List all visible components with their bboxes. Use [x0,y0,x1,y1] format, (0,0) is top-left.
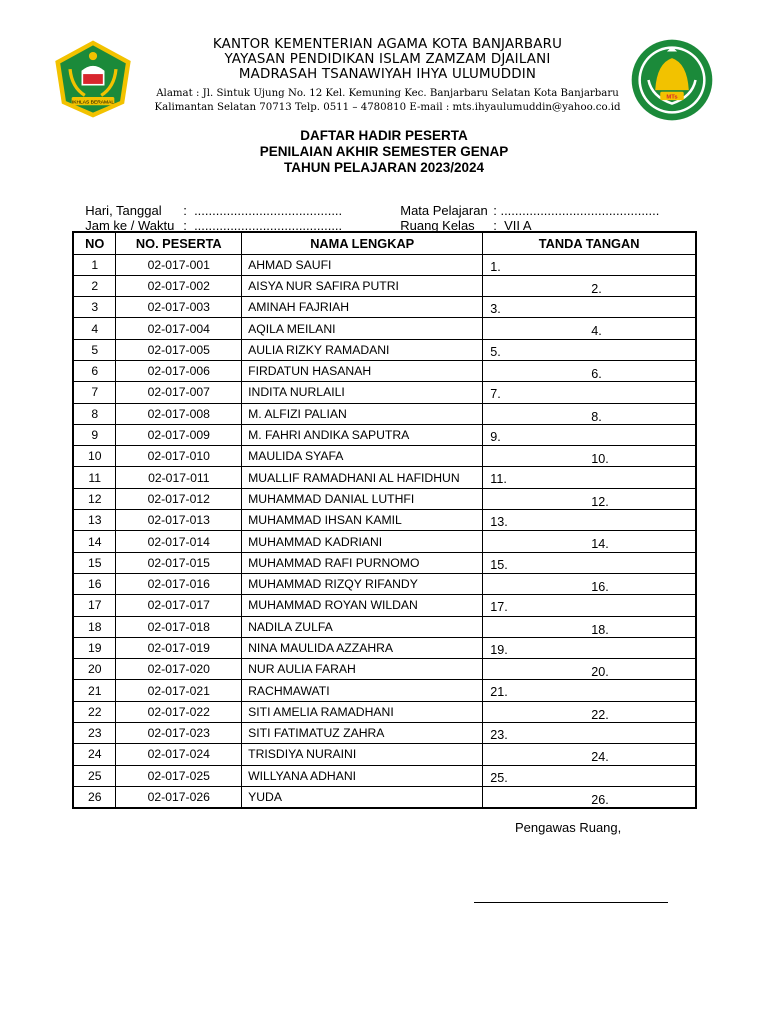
row-number: 25 [73,765,116,786]
row-signature-cell[interactable] [483,403,696,424]
row-signature-cell[interactable] [483,318,696,339]
row-signature-number: 16. [591,579,609,594]
row-signature-number: 1. [490,259,501,274]
row-number: 11 [73,467,116,488]
row-peserta: 02-017-018 [116,616,242,637]
table-row [73,339,696,360]
row-peserta: 02-017-010 [116,446,242,467]
row-signature-cell[interactable] [483,616,696,637]
table-row [73,424,696,445]
row-signature-cell[interactable] [483,552,696,573]
table-row [73,297,696,318]
row-signature-number: 14. [591,537,609,552]
row-nama: FIRDATUN HASANAH [242,360,483,381]
row-peserta: 02-017-004 [116,318,242,339]
table-row [73,595,696,616]
ruang-label: Ruang Kelas [400,218,475,233]
pengawas-label: Pengawas Ruang, [515,820,622,835]
letterhead [140,37,635,115]
jam-label: Jam ke / Waktu [85,218,175,233]
row-number: 2 [73,275,116,296]
row-signature-number: 6. [591,366,602,381]
table-row [73,254,696,275]
letterhead-address-2: Kalimantan Selatan 70713 Telp. 0511 – 4780810 E-mail : mts.ihyaulumuddin@yahoo.co.id [154,102,621,113]
row-signature-cell[interactable] [483,595,696,616]
table-row [73,701,696,722]
row-signature-cell[interactable] [483,573,696,594]
row-signature-cell[interactable] [483,254,696,275]
row-number: 22 [73,701,116,722]
table-row [73,467,696,488]
row-nama: INDITA NURLAILI [242,382,483,403]
row-signature-number: 5. [490,344,501,359]
row-nama: M. ALFIZI PALIAN [242,403,483,424]
row-signature-number: 20. [591,665,609,680]
row-number: 19 [73,637,116,658]
row-signature-number: 15. [490,557,508,572]
row-peserta: 02-017-022 [116,701,242,722]
row-peserta: 02-017-014 [116,531,242,552]
row-peserta: 02-017-015 [116,552,242,573]
table-row [73,786,696,807]
row-number: 21 [73,680,116,701]
row-nama: MAULIDA SYAFA [242,446,483,467]
row-signature-number: 24. [591,750,609,765]
row-signature-cell[interactable] [483,680,696,701]
row-signature-cell[interactable] [483,360,696,381]
row-peserta: 02-017-023 [116,723,242,744]
row-number: 3 [73,297,116,318]
row-signature-cell[interactable] [483,659,696,680]
row-peserta: 02-017-021 [116,680,242,701]
row-nama: RACHMAWATI [242,680,483,701]
table-row [73,573,696,594]
letterhead-foundation: YAYASAN PENDIDIKAN ISLAM ZAMZAM DJAILANI [224,52,551,67]
row-peserta: 02-017-024 [116,744,242,765]
row-number: 20 [73,659,116,680]
row-peserta: 02-017-005 [116,339,242,360]
row-nama: AHMAD SAUFI [242,254,483,275]
row-nama: MUHAMMAD RIZQY RIFANDY [242,573,483,594]
info-jam [78,202,342,234]
table-row [73,360,696,381]
table-row [73,723,696,744]
row-number: 10 [73,446,116,467]
madrasah-logo-icon [630,38,714,122]
row-peserta: 02-017-002 [116,275,242,296]
row-signature-cell[interactable] [483,723,696,744]
row-signature-cell[interactable] [483,446,696,467]
row-nama: MUHAMMAD RAFI PURNOMO [242,552,483,573]
row-signature-number: 9. [490,429,501,444]
table-row [73,531,696,552]
mapel-value: : ............................................ [493,203,660,218]
row-nama: NINA MAULIDA AZZAHRA [242,637,483,658]
row-peserta: 02-017-011 [116,467,242,488]
row-signature-number: 8. [591,409,602,424]
table-row [73,744,696,765]
table-row [73,318,696,339]
info-ruang [393,202,532,234]
row-signature-cell[interactable] [483,744,696,765]
row-nama: NADILA ZULFA [242,616,483,637]
row-nama: TRISDIYA NURAINI [242,744,483,765]
row-peserta: 02-017-025 [116,765,242,786]
row-signature-cell[interactable] [483,339,696,360]
row-signature-cell[interactable] [483,488,696,509]
table-row [73,765,696,786]
row-signature-cell[interactable] [483,297,696,318]
row-number: 6 [73,360,116,381]
signature-line [474,902,668,903]
table-row [73,403,696,424]
table-row [73,637,696,658]
table-row [73,552,696,573]
row-signature-cell[interactable] [483,275,696,296]
row-nama: MUHAMMAD KADRIANI [242,531,483,552]
row-nama: M. FAHRI ANDIKA SAPUTRA [242,424,483,445]
row-number: 7 [73,382,116,403]
row-signature-number: 19. [490,642,508,657]
row-peserta: 02-017-019 [116,637,242,658]
row-peserta: 02-017-007 [116,382,242,403]
row-signature-number: 2. [591,281,602,296]
header-tanda-tangan: TANDA TANGAN [483,232,696,254]
table-row [73,275,696,296]
row-nama: YUDA [242,786,483,807]
letterhead-school: MADRASAH TSANAWIYAH IHYA ULUMUDDIN [238,67,537,82]
row-signature-number: 4. [591,324,602,339]
document-title [0,128,768,176]
title-line-1: DAFTAR HADIR PESERTA [300,128,468,143]
row-peserta: 02-017-017 [116,595,242,616]
kemenag-logo-icon [52,38,134,120]
row-number: 4 [73,318,116,339]
row-signature-number: 23. [490,728,508,743]
hari-value: : ......................................... [183,203,343,218]
row-nama: MUHAMMAD ROYAN WILDAN [242,595,483,616]
row-number: 14 [73,531,116,552]
row-signature-number: 13. [490,515,508,530]
row-signature-number: 26. [591,792,609,807]
letterhead-address-1: Alamat : Jl. Sintuk Ujung No. 12 Kel. Kemuning Kec. Banjarbaru Selatan Kota Banjarbaru [156,88,619,99]
svg-text:IKHLAS BERAMAL: IKHLAS BERAMAL [71,100,115,106]
row-peserta: 02-017-013 [116,510,242,531]
row-signature-cell[interactable] [483,424,696,445]
row-signature-cell[interactable] [483,786,696,807]
header-no-peserta: NO. PESERTA [116,232,242,254]
row-nama: AISYA NUR SAFIRA PUTRI [242,275,483,296]
header-no: NO [73,232,116,254]
row-signature-number: 22. [591,707,609,722]
row-signature-number: 10. [591,452,609,467]
row-nama: AQILA MEILANI [242,318,483,339]
row-signature-cell[interactable] [483,765,696,786]
row-nama: NUR AULIA FARAH [242,659,483,680]
table-row [73,510,696,531]
row-nama: SITI FATIMATUZ ZAHRA [242,723,483,744]
table-row [73,488,696,509]
row-number: 9 [73,424,116,445]
row-nama: AULIA RIZKY RAMADANI [242,339,483,360]
row-signature-number: 18. [591,622,609,637]
row-peserta: 02-017-003 [116,297,242,318]
row-number: 26 [73,786,116,807]
row-peserta: 02-017-016 [116,573,242,594]
attendance-table [72,231,697,809]
ruang-value: : VII A [493,218,532,233]
svg-text:MTs: MTs [666,94,678,101]
row-peserta: 02-017-001 [116,254,242,275]
row-number: 12 [73,488,116,509]
hari-label: Hari, Tanggal [85,203,162,218]
header-nama: NAMA LENGKAP [242,232,483,254]
attendance-body [73,254,696,808]
row-signature-cell[interactable] [483,382,696,403]
table-row [73,382,696,403]
row-nama: AMINAH FAJRIAH [242,297,483,318]
row-number: 24 [73,744,116,765]
row-signature-number: 25. [490,770,508,785]
row-signature-cell[interactable] [483,701,696,722]
row-signature-number: 17. [490,600,508,615]
row-signature-cell[interactable] [483,510,696,531]
row-number: 1 [73,254,116,275]
title-line-2: PENILAIAN AKHIR SEMESTER GENAP [259,144,509,159]
row-signature-number: 7. [490,387,501,402]
row-peserta: 02-017-006 [116,360,242,381]
row-peserta: 02-017-020 [116,659,242,680]
row-nama: MUHAMMAD IHSAN KAMIL [242,510,483,531]
row-number: 13 [73,510,116,531]
row-signature-number: 3. [490,302,501,317]
letterhead-ministry: KANTOR KEMENTERIAN AGAMA KOTA BANJARBARU [212,37,563,52]
row-number: 16 [73,573,116,594]
row-number: 17 [73,595,116,616]
row-nama: WILLYANA ADHANI [242,765,483,786]
table-row [73,659,696,680]
row-peserta: 02-017-008 [116,403,242,424]
row-number: 15 [73,552,116,573]
row-number: 5 [73,339,116,360]
row-number: 18 [73,616,116,637]
row-signature-number: 12. [591,494,609,509]
table-row [73,680,696,701]
row-signature-cell[interactable] [483,531,696,552]
row-number: 8 [73,403,116,424]
row-peserta: 02-017-009 [116,424,242,445]
jam-value: : ......................................... [183,218,343,233]
mapel-label: Mata Pelajaran [400,203,488,218]
row-peserta: 02-017-012 [116,488,242,509]
row-signature-number: 11. [490,472,507,487]
row-peserta: 02-017-026 [116,786,242,807]
table-row [73,446,696,467]
row-number: 23 [73,723,116,744]
row-nama: SITI AMELIA RAMADHANI [242,701,483,722]
row-nama: MUALLIF RAMADHANI AL HAFIDHUN [242,467,483,488]
row-signature-cell[interactable] [483,637,696,658]
title-line-3: TAHUN PELAJARAN 2023/2024 [283,160,485,175]
row-nama: MUHAMMAD DANIAL LUTHFI [242,488,483,509]
row-signature-cell[interactable] [483,467,696,488]
table-header-row [73,232,696,254]
row-signature-number: 21. [490,685,508,700]
table-row [73,616,696,637]
